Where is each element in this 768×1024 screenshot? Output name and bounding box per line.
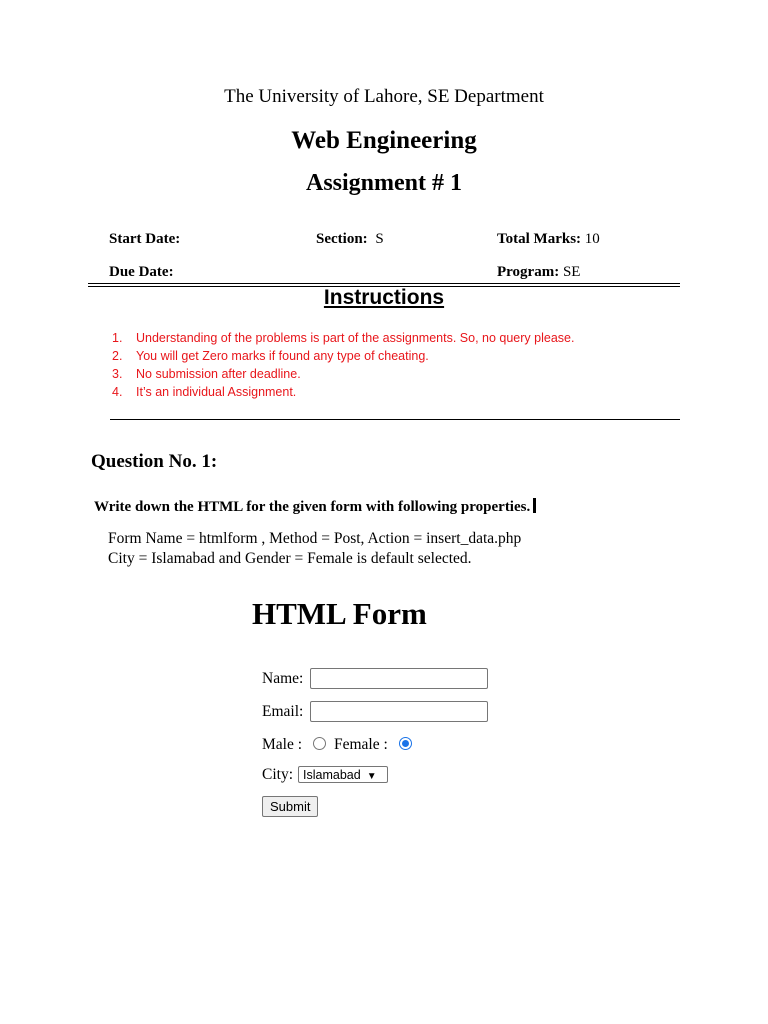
instruction-number: 2.	[112, 349, 123, 363]
university-heading: The University of Lahore, SE Department	[224, 86, 544, 107]
question-text	[94, 498, 536, 516]
instruction-number: 3.	[112, 367, 123, 381]
instruction-text: No submission after deadline.	[136, 367, 301, 381]
section-value: S	[375, 231, 384, 247]
question-text-content: Write down the HTML for the given form with following properties.	[94, 499, 531, 515]
instruction-number: 4.	[112, 385, 123, 399]
section-label: Section:	[316, 231, 368, 247]
form-properties-line-2: City = Islamabad and Gender = Female is default selected.	[108, 550, 472, 567]
instruction-text: You will get Zero marks if found any type of cheating.	[136, 349, 429, 363]
section-field	[316, 231, 384, 248]
total-marks-value: 10	[584, 231, 600, 247]
form-title: HTML Form	[252, 596, 427, 631]
text-cursor	[533, 498, 536, 513]
male-radio[interactable]	[313, 737, 326, 750]
total-marks-label: Total Marks:	[497, 231, 582, 247]
name-label: Name:	[262, 670, 304, 687]
program-field	[497, 264, 580, 281]
female-radio[interactable]	[399, 737, 412, 750]
name-input[interactable]	[310, 668, 488, 689]
instruction-item	[112, 331, 574, 345]
instruction-number: 1.	[112, 331, 123, 345]
form-properties-line-1: Form Name = htmlform , Method = Post, Action = insert_data.php	[108, 530, 522, 547]
submit-button[interactable]: Submit	[262, 796, 318, 817]
start-date-label: Start Date:	[109, 231, 181, 247]
program-value: SE	[562, 264, 581, 280]
city-label: City:	[262, 766, 294, 783]
instructions-divider	[110, 419, 680, 420]
total-marks-field	[497, 231, 600, 248]
city-select[interactable]	[298, 766, 388, 783]
city-selected-value: Islamabad	[303, 768, 361, 782]
question-title: Question No. 1:	[91, 451, 218, 472]
course-title: Web Engineering	[291, 127, 477, 154]
male-label: Male :	[262, 736, 303, 753]
assignment-title: Assignment # 1	[305, 170, 462, 196]
instructions-heading: Instructions	[323, 286, 445, 309]
chevron-down-icon: ▼	[366, 771, 377, 782]
instruction-item	[112, 385, 296, 399]
due-date-label: Due Date:	[109, 264, 174, 280]
email-input[interactable]	[310, 701, 488, 722]
female-label: Female :	[334, 736, 388, 753]
program-label: Program:	[497, 264, 560, 280]
instruction-item	[112, 349, 429, 363]
instruction-text: Understanding of the problems is part of the assignments. So, no query please.	[136, 331, 575, 345]
email-label: Email:	[262, 703, 304, 720]
start-date-field	[109, 231, 180, 248]
instruction-item	[112, 367, 301, 381]
instruction-text: It’s an individual Assignment.	[136, 385, 297, 399]
due-date-field	[109, 264, 174, 281]
